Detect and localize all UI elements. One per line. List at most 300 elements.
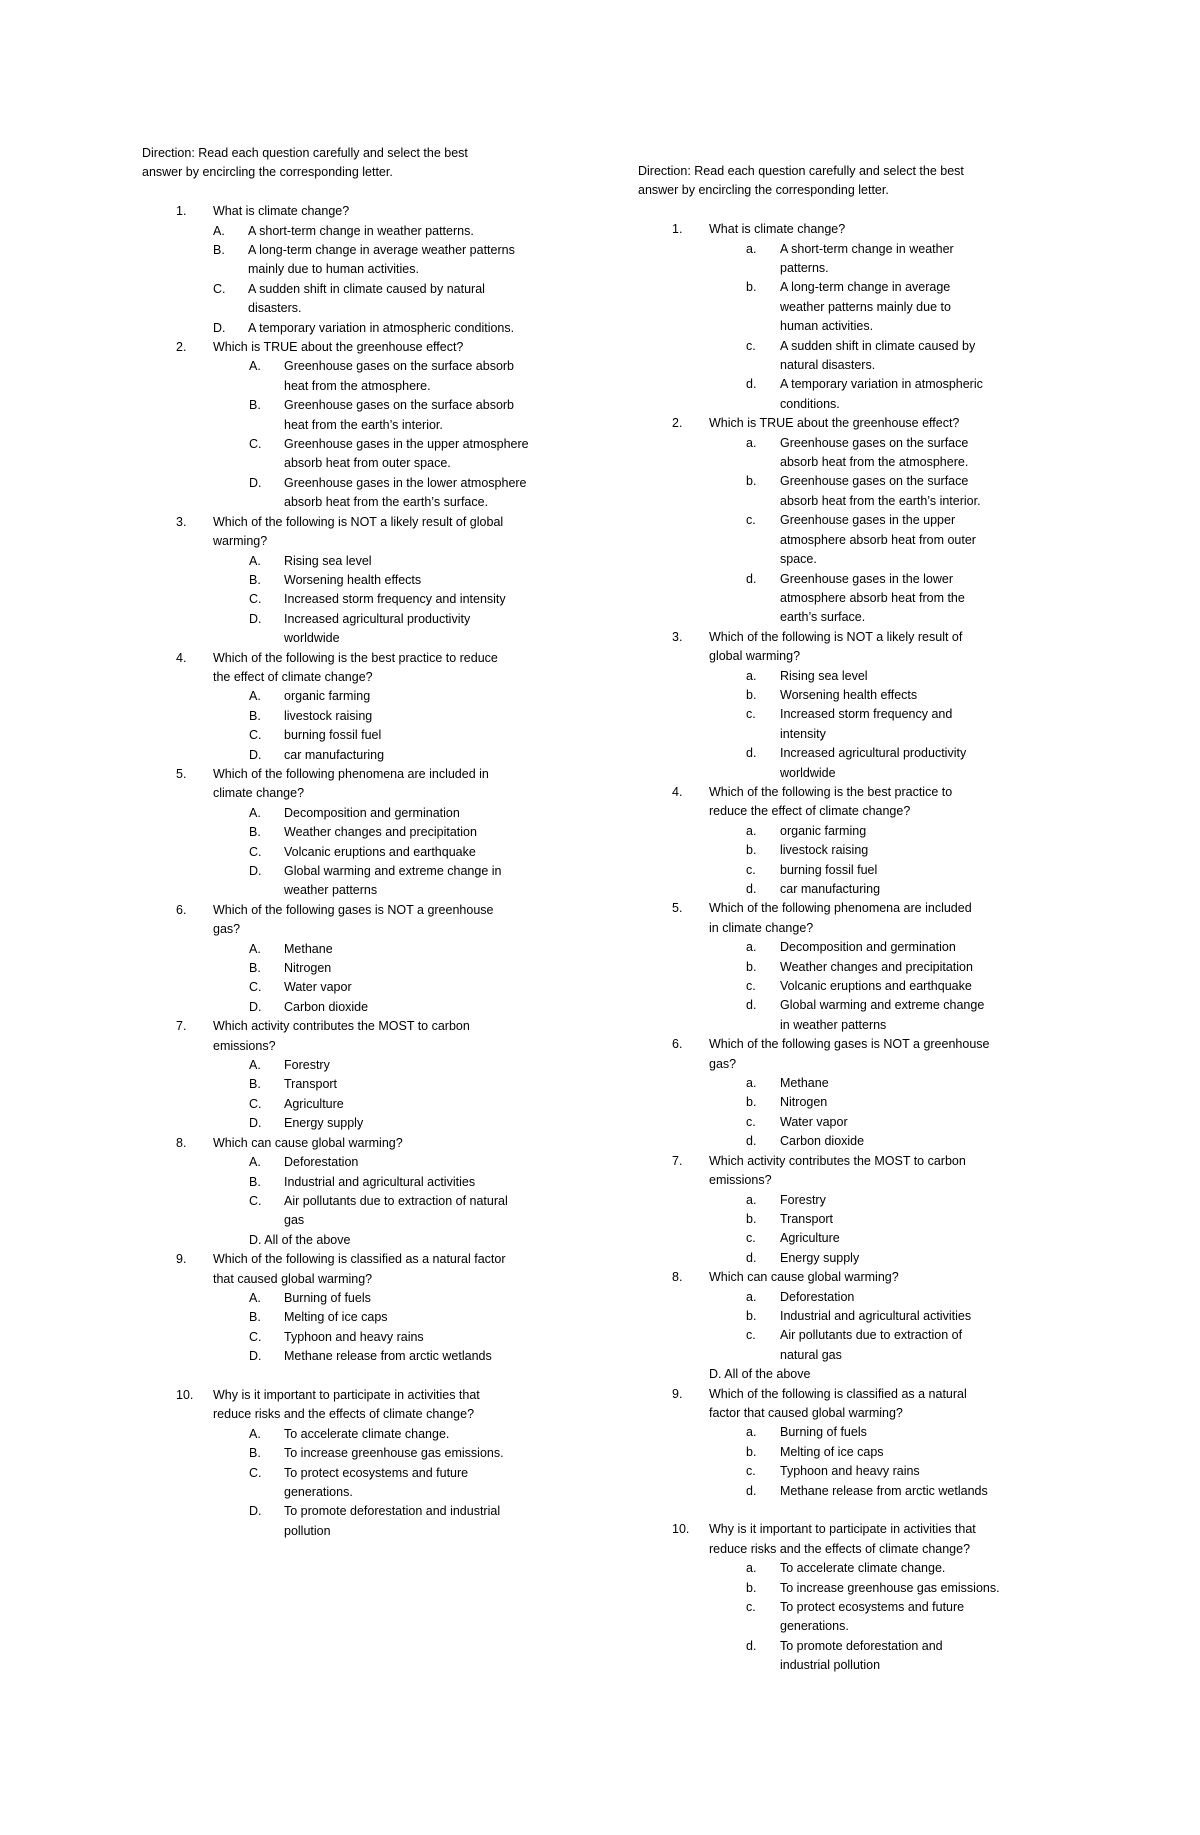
question-text: Which of the following phenomena are included in xyxy=(213,766,489,781)
choice-option[interactable] xyxy=(709,1637,1068,1676)
choice-option[interactable] xyxy=(709,570,1068,628)
question-text: Which of the following is classified as a natural xyxy=(709,1386,967,1401)
choice-text: Energy supply xyxy=(780,1250,860,1265)
choice-option[interactable] xyxy=(709,1598,1068,1637)
choice-option[interactable] xyxy=(213,862,572,901)
choice-option[interactable] xyxy=(213,1114,572,1133)
question-number: 9. xyxy=(176,1252,187,1267)
choice-option[interactable] xyxy=(213,940,572,959)
choice-list xyxy=(709,822,1068,900)
choice-text: To accelerate climate change. xyxy=(284,1426,450,1441)
choice-option[interactable] xyxy=(213,1075,572,1094)
choice-option[interactable] xyxy=(709,958,1068,977)
choice-text: To protect ecosystems and future xyxy=(780,1600,965,1615)
choice-text: mainly due to human activities. xyxy=(248,262,419,277)
choice-text: Melting of ice caps xyxy=(780,1444,884,1459)
question-number: 7. xyxy=(176,1019,187,1034)
choice-option[interactable] xyxy=(213,474,572,513)
question-number: 1. xyxy=(176,204,187,219)
choice-list xyxy=(709,1559,1068,1675)
question-9 xyxy=(638,1385,1068,1501)
choice-option[interactable] xyxy=(709,705,1068,744)
choice-option[interactable] xyxy=(709,996,1068,1035)
choice-text: in weather patterns xyxy=(780,1017,887,1032)
choice-letter: C. xyxy=(249,437,262,452)
choice-letter: C. xyxy=(249,728,262,743)
choice-text: car manufacturing xyxy=(284,747,385,762)
question-5 xyxy=(638,899,1068,1035)
choice-text: Decomposition and germination xyxy=(284,805,460,820)
question-text: warming? xyxy=(213,534,268,549)
question-6 xyxy=(142,901,572,1017)
choice-option[interactable] xyxy=(213,959,572,978)
question-number: 8. xyxy=(176,1135,187,1150)
choice-text: A temporary variation in atmospheric conditions. xyxy=(248,320,515,335)
question-text: the effect of climate change? xyxy=(213,669,373,684)
choice-text: organic farming xyxy=(780,823,867,838)
question-text: reduce risks and the effects of climate change? xyxy=(213,1407,475,1422)
choice-text: heat from the earth’s interior. xyxy=(284,417,443,432)
question-number: 8. xyxy=(672,1270,683,1285)
choice-text: atmosphere absorb heat from the xyxy=(780,590,965,605)
choice-text: absorb heat from the earth’s interior. xyxy=(780,493,981,508)
question-text: Which of the following is the best practice to xyxy=(709,784,953,799)
choice-letter: D. xyxy=(249,475,262,490)
question-text: factor that caused global warming? xyxy=(709,1405,903,1420)
choice-option[interactable] xyxy=(709,1443,1068,1462)
choice-text: Increased storm frequency and intensity xyxy=(284,592,506,607)
choice-letter: c. xyxy=(746,1231,756,1246)
choice-letter: D. xyxy=(249,611,262,626)
choice-option[interactable] xyxy=(709,1326,1068,1365)
choice-option[interactable] xyxy=(213,1464,572,1503)
choice-option[interactable] xyxy=(213,571,572,590)
question-7 xyxy=(142,1017,572,1133)
choice-text: pollution xyxy=(284,1523,331,1538)
choice-text: livestock raising xyxy=(780,843,869,858)
choice-option[interactable] xyxy=(213,241,572,280)
choice-text: patterns. xyxy=(780,261,829,276)
choice-text: livestock raising xyxy=(284,708,373,723)
choice-option[interactable] xyxy=(213,746,572,765)
choice-text: generations. xyxy=(780,1619,849,1634)
choice-letter: b. xyxy=(746,1095,757,1110)
choice-letter: C. xyxy=(249,1329,262,1344)
choice-option[interactable] xyxy=(213,978,572,997)
choice-option[interactable] xyxy=(213,687,572,706)
question-list xyxy=(638,220,1068,1675)
choice-text: To promote deforestation and xyxy=(780,1638,943,1653)
choice-letter: A. xyxy=(249,941,261,956)
question-number: 5. xyxy=(176,766,187,781)
choice-list xyxy=(709,1423,1068,1501)
choice-list xyxy=(213,940,572,1018)
choice-text: Methane xyxy=(284,941,333,956)
choice-text: Water vapor xyxy=(780,1114,848,1129)
choice-letter: A. xyxy=(249,1058,261,1073)
choice-option[interactable] xyxy=(709,472,1068,511)
choice-text: generations. xyxy=(284,1485,353,1499)
choice-option[interactable] xyxy=(709,278,1068,336)
choice-option[interactable] xyxy=(709,511,1068,569)
choice-text: Methane release from arctic wetlands xyxy=(780,1483,988,1498)
question-2 xyxy=(142,338,572,513)
choice-letter: D. xyxy=(213,320,226,335)
choice-text: Industrial and agricultural activities xyxy=(780,1308,972,1323)
choice-text: Weather changes and precipitation xyxy=(284,825,477,840)
choice-text: Deforestation xyxy=(284,1155,359,1170)
choice-list xyxy=(213,687,572,765)
choice-option[interactable] xyxy=(709,1210,1068,1229)
direction-line: answer by encircling the corresponding letter. xyxy=(142,165,393,180)
choice-letter: D. xyxy=(249,747,262,762)
question-text: Which is TRUE about the greenhouse effect? xyxy=(213,340,464,355)
choice-text: Greenhouse gases on the surface xyxy=(780,435,969,450)
choice-option[interactable] xyxy=(213,1173,572,1192)
choice-option[interactable] xyxy=(213,1153,572,1172)
choice-option[interactable] xyxy=(709,1462,1068,1481)
choice-letter: C. xyxy=(249,980,262,995)
choice-letter: B. xyxy=(249,961,261,976)
choice-letter: d. xyxy=(746,1250,757,1265)
choice-option[interactable] xyxy=(213,1444,572,1463)
choice-option[interactable] xyxy=(213,357,572,396)
choice-letter: d. xyxy=(746,571,757,586)
choice-letter: B. xyxy=(249,708,261,723)
question-text: reduce risks and the effects of climate change? xyxy=(709,1541,971,1556)
choice-text: Global warming and extreme change in xyxy=(284,864,502,879)
choice-text: Energy supply xyxy=(284,1116,364,1131)
question-9 xyxy=(142,1250,572,1366)
question-1 xyxy=(638,220,1068,414)
choice-letter: D. xyxy=(249,1116,262,1131)
choice-letter: c. xyxy=(746,707,756,722)
choice-option[interactable] xyxy=(709,1074,1068,1093)
choice-letter: A. xyxy=(249,805,261,820)
choice-letter: b. xyxy=(746,1211,757,1226)
choice-option[interactable] xyxy=(213,552,572,571)
choice-letter: C. xyxy=(249,1096,262,1111)
choice-option[interactable] xyxy=(709,1132,1068,1151)
question-number: 4. xyxy=(672,784,683,799)
question-number: 1. xyxy=(672,222,683,237)
choice-text: Water vapor xyxy=(284,980,352,995)
choice-list xyxy=(709,1288,1068,1366)
choice-option[interactable] xyxy=(213,998,572,1017)
choice-letter: c. xyxy=(746,1114,756,1129)
choice-text: Forestry xyxy=(284,1058,330,1073)
question-number: 4. xyxy=(176,650,187,665)
choice-option[interactable] xyxy=(709,375,1068,414)
choice-text: A temporary variation in atmospheric xyxy=(780,377,983,392)
question-text: Which can cause global warming? xyxy=(213,1135,403,1150)
choice-option[interactable] xyxy=(709,1579,1068,1598)
choice-text: A sudden shift in climate caused by xyxy=(780,338,976,353)
choice-text: intensity xyxy=(780,726,826,741)
choice-list xyxy=(709,667,1068,783)
choice-text: Greenhouse gases on the surface xyxy=(780,474,969,489)
question-text: emissions? xyxy=(709,1173,772,1188)
choice-letter: B. xyxy=(249,398,261,413)
choice-text: Typhoon and heavy rains xyxy=(284,1329,424,1344)
question-text: Which of the following is NOT a likely result of global xyxy=(213,514,504,529)
choice-letter: C. xyxy=(213,281,226,296)
choice-note: D. All of the above xyxy=(709,1367,811,1382)
choice-letter: B. xyxy=(249,1174,261,1189)
choice-option[interactable] xyxy=(213,843,572,862)
worksheet-left xyxy=(142,144,572,1541)
choice-option[interactable] xyxy=(709,1113,1068,1132)
question-text: Which is TRUE about the greenhouse effect? xyxy=(709,416,960,431)
choice-option[interactable] xyxy=(709,1249,1068,1268)
question-text: emissions? xyxy=(213,1038,276,1053)
direction-text xyxy=(142,144,572,183)
choice-option[interactable] xyxy=(709,686,1068,705)
choice-letter: B. xyxy=(249,1446,261,1461)
choice-letter: c. xyxy=(746,1464,756,1479)
choice-option[interactable] xyxy=(709,744,1068,783)
direction-text xyxy=(638,162,1068,201)
question-text: Which of the following gases is NOT a greenhouse xyxy=(213,902,494,917)
choice-option[interactable] xyxy=(213,319,572,338)
choice-text: absorb heat from outer space. xyxy=(284,456,451,471)
choice-letter: a. xyxy=(746,668,757,683)
choice-text: natural disasters. xyxy=(780,358,876,373)
choice-letter: D. xyxy=(249,1504,262,1519)
choice-text: natural gas xyxy=(780,1347,842,1362)
question-text: in climate change? xyxy=(709,920,814,935)
question-number: 10. xyxy=(176,1387,194,1402)
choice-letter: C. xyxy=(249,1465,262,1480)
choice-text: Greenhouse gases in the upper atmosphere xyxy=(284,437,529,452)
choice-text: Transport xyxy=(780,1211,834,1226)
question-text: Why is it important to participate in activities that xyxy=(213,1387,480,1402)
question-number: 7. xyxy=(672,1153,683,1168)
question-text: gas? xyxy=(213,922,241,937)
choice-letter: d. xyxy=(746,1638,757,1653)
choice-option[interactable] xyxy=(709,1191,1068,1210)
choice-text: heat from the atmosphere. xyxy=(284,378,431,393)
choice-letter: a. xyxy=(746,1076,757,1091)
question-number: 10. xyxy=(672,1522,690,1537)
choice-option[interactable] xyxy=(213,1289,572,1308)
choice-letter: A. xyxy=(249,1426,261,1441)
choice-list xyxy=(213,552,572,649)
choice-text: Methane xyxy=(780,1076,829,1091)
question-text: Which activity contributes the MOST to carbon xyxy=(213,1019,470,1034)
choice-option[interactable] xyxy=(709,880,1068,899)
question-list xyxy=(142,202,572,1541)
choice-option[interactable] xyxy=(709,1288,1068,1307)
choice-text: weather patterns mainly due to xyxy=(780,299,951,314)
choice-text: A long-term change in average xyxy=(780,280,951,295)
choice-option[interactable] xyxy=(709,861,1068,880)
direction-line: Direction: Read each question carefully and select the best xyxy=(142,146,468,160)
question-number: 2. xyxy=(176,340,187,355)
choice-text: gas xyxy=(284,1213,305,1228)
choice-text: burning fossil fuel xyxy=(284,728,382,743)
choice-option[interactable] xyxy=(213,590,572,609)
choice-letter: A. xyxy=(249,1290,261,1305)
question-7 xyxy=(638,1152,1068,1268)
choice-letter: d. xyxy=(746,998,757,1013)
choice-letter: a. xyxy=(746,823,757,838)
choice-text: A long-term change in average weather patterns xyxy=(248,243,515,258)
choice-letter: b. xyxy=(746,843,757,858)
choice-option[interactable] xyxy=(213,726,572,745)
choice-letter: c. xyxy=(746,1600,756,1615)
choice-letter: A. xyxy=(249,689,261,704)
choice-option[interactable] xyxy=(709,240,1068,279)
choice-letter: b. xyxy=(746,1308,757,1323)
choice-letter: a. xyxy=(746,241,757,256)
choice-option[interactable] xyxy=(213,1192,572,1231)
question-8 xyxy=(638,1268,1068,1384)
choice-text: absorb heat from the earth’s surface. xyxy=(284,495,489,510)
choice-text: Melting of ice caps xyxy=(284,1310,388,1325)
choice-option[interactable] xyxy=(213,396,572,435)
choice-text: Worsening health effects xyxy=(284,572,422,587)
choice-text: Carbon dioxide xyxy=(284,999,369,1014)
choice-letter: a. xyxy=(746,1289,757,1304)
question-number: 9. xyxy=(672,1386,683,1401)
choice-text: weather patterns xyxy=(284,883,378,898)
choice-option[interactable] xyxy=(213,823,572,842)
question-number: 6. xyxy=(176,902,187,917)
choice-option[interactable] xyxy=(213,1056,572,1075)
choice-text: Air pollutants due to extraction of natural xyxy=(284,1193,508,1208)
question-text: Which of the following is classified as a natural factor xyxy=(213,1252,506,1267)
choice-text: worldwide xyxy=(284,631,340,646)
choice-option[interactable] xyxy=(213,1095,572,1114)
choice-text: worldwide xyxy=(780,765,836,780)
choice-letter: a. xyxy=(746,1425,757,1440)
question-10 xyxy=(142,1386,572,1541)
choice-option[interactable] xyxy=(213,610,572,649)
choice-letter: C. xyxy=(249,592,262,607)
choice-letter: C. xyxy=(249,844,262,859)
choice-text: organic farming xyxy=(284,689,371,704)
choice-option[interactable] xyxy=(709,822,1068,841)
choice-letter: b. xyxy=(746,1444,757,1459)
choice-text: To increase greenhouse gas emissions. xyxy=(284,1446,504,1461)
choice-letter: C. xyxy=(249,1193,262,1208)
choice-option[interactable] xyxy=(709,1307,1068,1326)
choice-letter: c. xyxy=(746,338,756,353)
choice-text: Burning of fuels xyxy=(780,1425,867,1440)
choice-letter: a. xyxy=(746,1192,757,1207)
choice-option[interactable] xyxy=(709,434,1068,473)
choice-list xyxy=(213,1289,572,1367)
choice-letter: b. xyxy=(746,474,757,489)
choice-letter: b. xyxy=(746,687,757,702)
choice-option[interactable] xyxy=(213,707,572,726)
choice-letter: A. xyxy=(249,359,261,374)
choice-option[interactable] xyxy=(709,938,1068,957)
choice-text: Rising sea level xyxy=(780,668,868,683)
worksheet-right xyxy=(638,162,1068,1676)
choice-text: Industrial and agricultural activities xyxy=(284,1174,476,1189)
choice-text: burning fossil fuel xyxy=(780,862,878,877)
choice-option[interactable] xyxy=(213,435,572,474)
choice-letter: A. xyxy=(213,223,225,238)
choice-option[interactable] xyxy=(709,841,1068,860)
choice-option[interactable] xyxy=(213,280,572,319)
choice-letter: d. xyxy=(746,882,757,897)
choice-list xyxy=(213,1153,572,1231)
choice-text: A short-term change in weather xyxy=(780,241,954,256)
choice-letter: c. xyxy=(746,513,756,528)
choice-text: A sudden shift in climate caused by natural xyxy=(248,281,485,296)
question-number: 2. xyxy=(672,416,683,431)
choice-text: absorb heat from the atmosphere. xyxy=(780,455,969,470)
choice-option[interactable] xyxy=(213,1347,572,1366)
choice-text: Volcanic eruptions and earthquake xyxy=(284,844,476,859)
question-number: 6. xyxy=(672,1037,683,1052)
choice-option[interactable] xyxy=(709,667,1068,686)
direction-line: Direction: Read each question carefully and select the best xyxy=(638,164,964,178)
choice-text: disasters. xyxy=(248,301,302,316)
question-5 xyxy=(142,765,572,901)
choice-option[interactable] xyxy=(213,1308,572,1327)
choice-text: To promote deforestation and industrial xyxy=(284,1504,501,1519)
choice-letter: c. xyxy=(746,1328,756,1343)
choice-text: space. xyxy=(780,552,817,567)
choice-text: Burning of fuels xyxy=(284,1290,371,1305)
choice-letter: b. xyxy=(746,959,757,974)
choice-text: Agriculture xyxy=(780,1231,840,1246)
choice-text: Typhoon and heavy rains xyxy=(780,1464,920,1479)
choice-text: Transport xyxy=(284,1077,338,1092)
choice-text: A short-term change in weather patterns. xyxy=(248,223,474,238)
choice-option[interactable] xyxy=(213,1328,572,1347)
choice-letter: d. xyxy=(746,746,757,761)
choice-letter: B. xyxy=(249,1077,261,1092)
choice-option[interactable] xyxy=(213,804,572,823)
question-text: Which of the following is the best practice to reduce xyxy=(213,650,498,665)
choice-text: Greenhouse gases in the lower atmosphere xyxy=(284,475,527,490)
choice-letter: A. xyxy=(249,553,261,568)
choice-text: Greenhouse gases on the surface absorb xyxy=(284,359,515,374)
choice-text: Agriculture xyxy=(284,1096,344,1111)
choice-option[interactable] xyxy=(213,1425,572,1444)
choice-letter: B. xyxy=(249,825,261,840)
choice-option[interactable] xyxy=(709,1482,1068,1501)
choice-list xyxy=(213,1056,572,1134)
choice-text: To accelerate climate change. xyxy=(780,1561,946,1576)
choice-letter: B. xyxy=(213,243,225,258)
choice-text: Methane release from arctic wetlands xyxy=(284,1349,492,1364)
choice-list xyxy=(709,938,1068,1035)
choice-option[interactable] xyxy=(709,337,1068,376)
choice-text: Increased storm frequency and xyxy=(780,707,953,722)
choice-text: Greenhouse gases on the surface absorb xyxy=(284,398,515,413)
choice-option[interactable] xyxy=(709,1559,1068,1578)
choice-option[interactable] xyxy=(213,1502,572,1541)
choice-option[interactable] xyxy=(213,222,572,241)
question-1 xyxy=(142,202,572,338)
choice-option[interactable] xyxy=(709,1229,1068,1248)
choice-letter: A. xyxy=(249,1155,261,1170)
choice-note: D. All of the above xyxy=(249,1232,351,1247)
choice-letter: a. xyxy=(746,435,757,450)
choice-option[interactable] xyxy=(709,977,1068,996)
choice-text: Weather changes and precipitation xyxy=(780,959,973,974)
choice-option[interactable] xyxy=(709,1423,1068,1442)
choice-text: Nitrogen xyxy=(284,961,332,976)
question-text: gas? xyxy=(709,1056,737,1071)
choice-option[interactable] xyxy=(709,1093,1068,1112)
